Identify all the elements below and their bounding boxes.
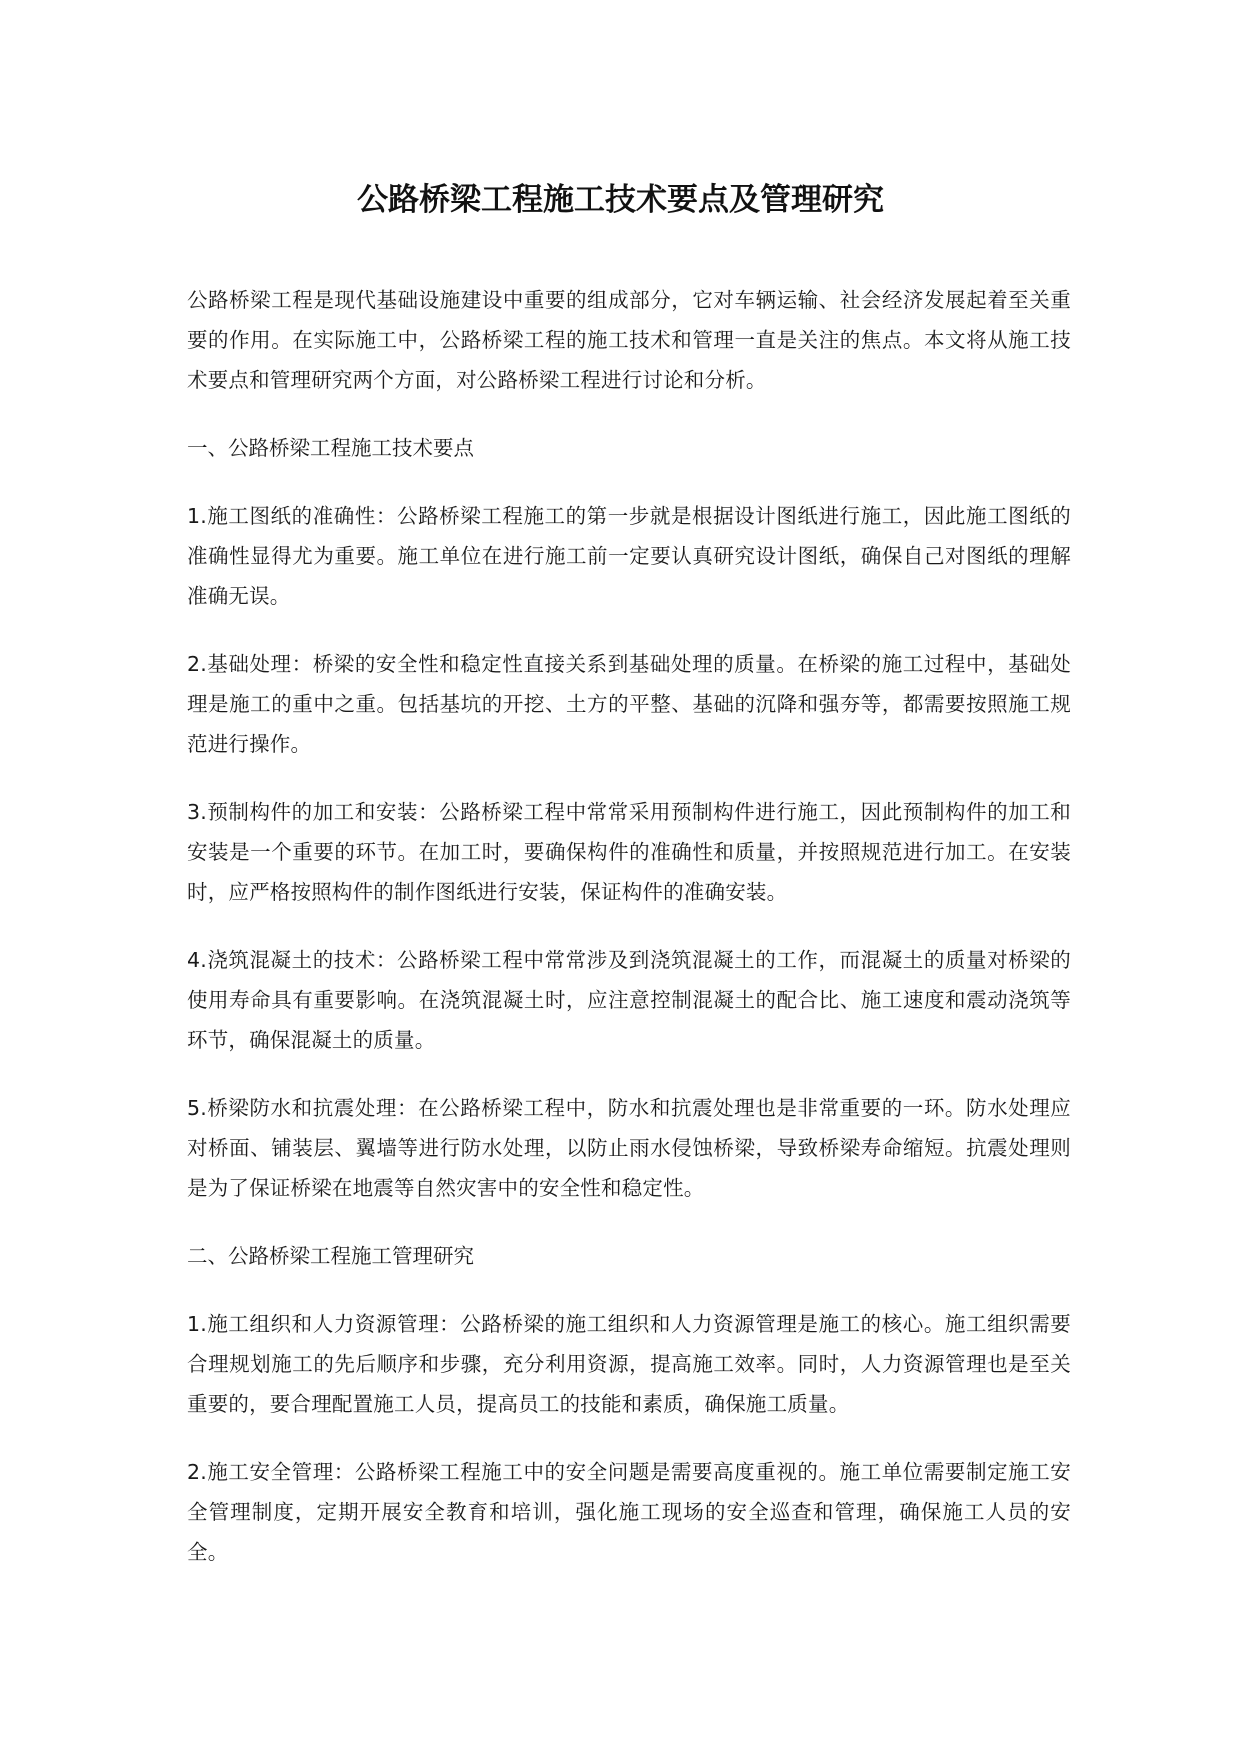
mgmt-point-2-paragraph: 2.施工安全管理：公路桥梁工程施工中的安全问题是需要高度重视的。施工单位需要制定施工安全管理制度，定期开展安全教育和培训，强化施工现场的安全巡查和管理，确保施工人员的安全。 <box>187 1460 1071 1564</box>
section-heading-management: 二、公路桥梁工程施工管理研究 <box>187 1244 474 1268</box>
section-heading-technology: 一、公路桥梁工程施工技术要点 <box>187 436 474 460</box>
tech-point-2-paragraph: 2.基础处理：桥梁的安全性和稳定性直接关系到基础处理的质量。在桥梁的施工过程中，基础处理是施工的重中之重。包括基坑的开挖、土方的平整、基础的沉降和强夯等，都需要按照施工规范进行操作。 <box>187 652 1071 756</box>
tech-point-1-paragraph: 1.施工图纸的准确性：公路桥梁工程施工的第一步就是根据设计图纸进行施工，因此施工图纸的准确性显得尤为重要。施工单位在进行施工前一定要认真研究设计图纸，确保自己对图纸的理解准确无误。 <box>187 504 1071 608</box>
document-body <box>187 280 1071 1600</box>
mgmt-point-1-paragraph: 1.施工组织和人力资源管理：公路桥梁的施工组织和人力资源管理是施工的核心。施工组织需要合理规划施工的先后顺序和步骤，充分利用资源，提高施工效率。同时，人力资源管理也是至关重要的，要合理配置施工人员，提高员工的技能和素质，确保施工质量。 <box>187 1312 1071 1416</box>
document-title: 公路桥梁工程施工技术要点及管理研究 <box>357 182 884 218</box>
tech-point-4-paragraph: 4.浇筑混凝土的技术：公路桥梁工程中常常涉及到浇筑混凝土的工作，而混凝土的质量对桥梁的使用寿命具有重要影响。在浇筑混凝土时，应注意控制混凝土的配合比、施工速度和震动浇筑等环节，确保混凝土的质量。 <box>187 948 1071 1052</box>
intro-paragraph: 公路桥梁工程是现代基础设施建设中重要的组成部分，它对车辆运输、社会经济发展起着至关重要的作用。在实际施工中，公路桥梁工程的施工技术和管理一直是关注的焦点。本文将从施工技术要点和管理研究两个方面，对公路桥梁工程进行讨论和分析。 <box>187 288 1071 392</box>
tech-point-5-paragraph: 5.桥梁防水和抗震处理：在公路桥梁工程中，防水和抗震处理也是非常重要的一环。防水处理应对桥面、铺装层、翼墙等进行防水处理，以防止雨水侵蚀桥梁，导致桥梁寿命缩短。抗震处理则是为了保证桥梁在地震等自然灾害中的安全性和稳定性。 <box>187 1096 1071 1200</box>
tech-point-3-paragraph: 3.预制构件的加工和安装：公路桥梁工程中常常采用预制构件进行施工，因此预制构件的加工和安装是一个重要的环节。在加工时，要确保构件的准确性和质量，并按照规范进行加工。在安装时，应严格按照构件的制作图纸进行安装，保证构件的准确安装。 <box>187 800 1071 904</box>
